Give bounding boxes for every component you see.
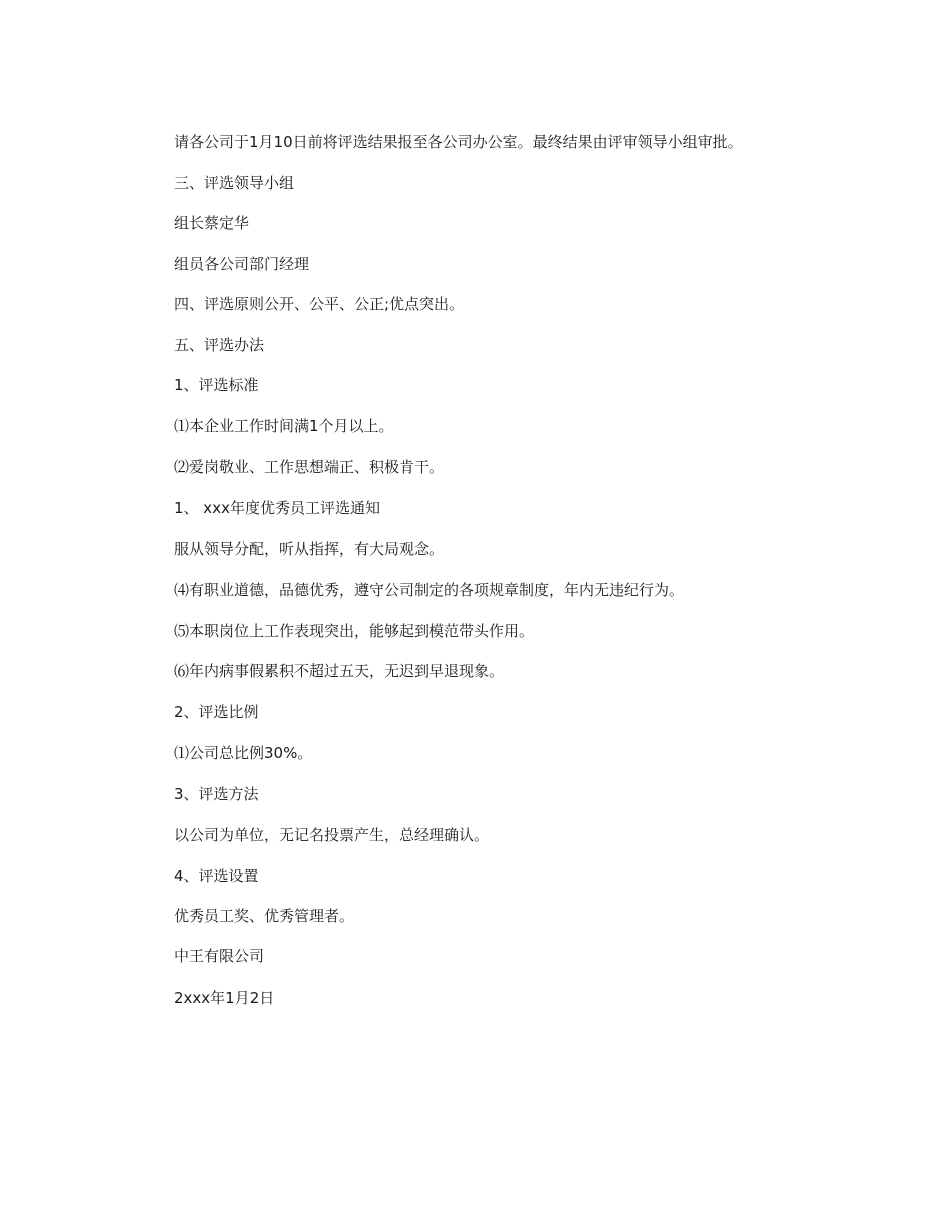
paragraph-submission-deadline: 请各公司于1月10日前将评选结果报至各公司办公室。最终结果由评审领导小组审批。 <box>174 133 743 151</box>
paragraph-team-members: 组员各公司部门经理 <box>174 255 310 273</box>
criteria-item-3: 服从领导分配，听从指挥，有大局观念。 <box>174 540 445 558</box>
heading-section-four: 四、评选原则公开、公平、公正;优点突出。 <box>174 295 465 313</box>
notice-title-line: 1、 xxx年度优秀员工评选通知 <box>174 499 380 517</box>
awards-paragraph: 优秀员工奖、优秀管理者。 <box>174 907 355 925</box>
paragraph-team-leader: 组长蔡定华 <box>174 214 250 232</box>
criteria-item-6: ⑹年内病事假累积不超过五天，无迟到早退现象。 <box>174 662 505 680</box>
heading-section-five: 五、评选办法 <box>174 336 265 354</box>
subheading-ratio: 2、评选比例 <box>174 703 259 721</box>
heading-section-three: 三、评选领导小组 <box>174 174 295 192</box>
criteria-item-2: ⑵爱岗敬业、工作思想端正、积极肯干。 <box>174 458 445 476</box>
criteria-item-4: ⑷有职业道德，品德优秀，遵守公司制定的各项规章制度，年内无违纪行为。 <box>174 581 685 599</box>
criteria-item-5: ⑸本职岗位上工作表现突出，能够起到模范带头作用。 <box>174 622 535 640</box>
company-signature: 中王有限公司 <box>174 947 265 965</box>
document-date: 2xxx年1月2日 <box>174 989 275 1007</box>
subheading-criteria: 1、评选标准 <box>174 376 259 394</box>
ratio-item-1: ⑴公司总比例30%。 <box>174 744 313 762</box>
method-paragraph: 以公司为单位，无记名投票产生，总经理确认。 <box>174 826 490 844</box>
subheading-awards: 4、评选设置 <box>174 867 259 885</box>
criteria-item-1: ⑴本企业工作时间满1个月以上。 <box>174 417 394 435</box>
subheading-method: 3、评选方法 <box>174 785 259 803</box>
